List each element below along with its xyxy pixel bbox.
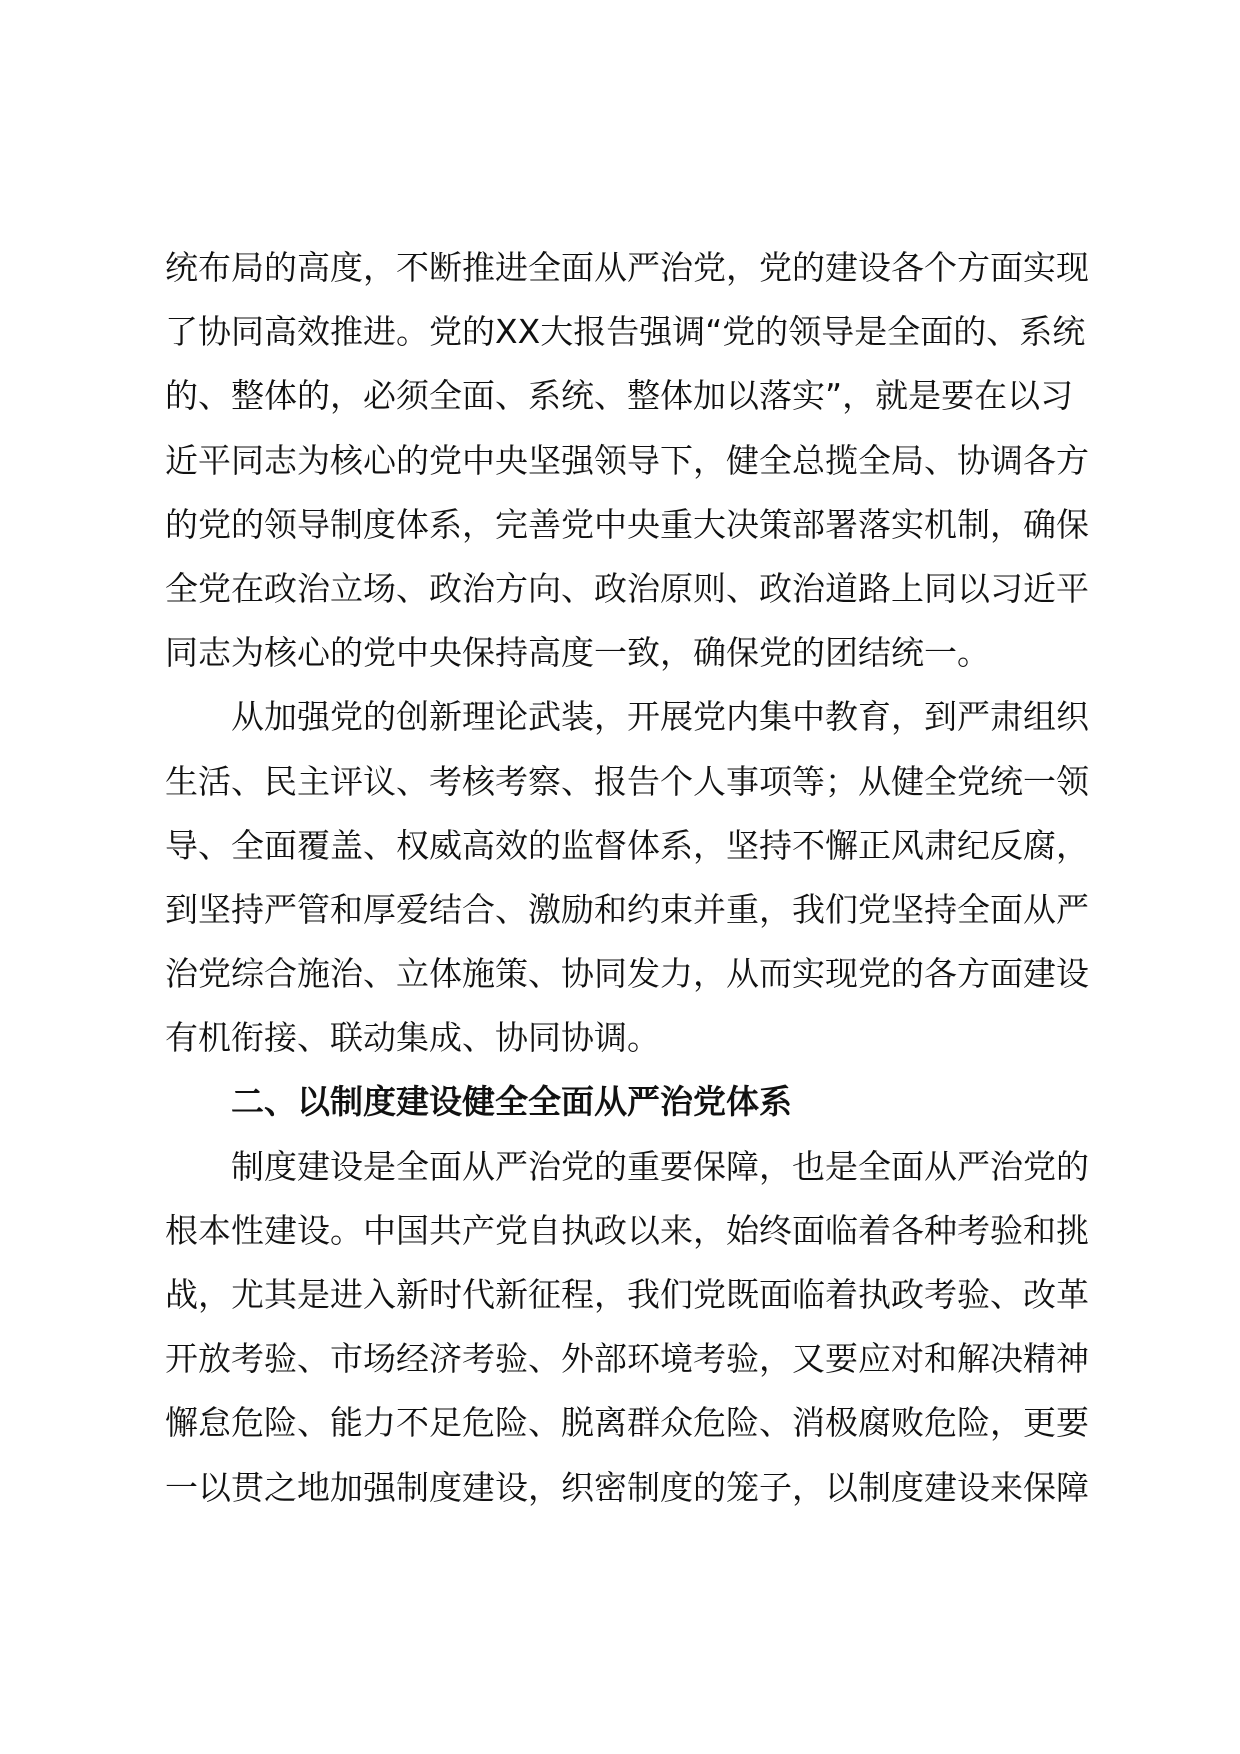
text-line: 一以贯之地加强制度建设，织密制度的笼子，以制度建设来保障 — [165, 1467, 1089, 1507]
text-line: 到坚持严管和厚爱结合、激励和约束并重，我们党坚持全面从严 — [165, 889, 1089, 929]
text-line: 近平同志为核心的党中央坚强领导下，健全总揽全局、协调各方 — [165, 440, 1089, 480]
section-heading: 二、以制度建设健全全面从严治党体系 — [231, 1082, 792, 1122]
text-line: 全党在政治立场、政治方向、政治原则、政治道路上同以习近平 — [165, 568, 1089, 608]
text-line: 了协同高效推进。党的XX大报告强调“党的领导是全面的、系统 — [165, 312, 1086, 352]
text-line: 的党的领导制度体系，完善党中央重大决策部署落实机制，确保 — [165, 504, 1089, 544]
text-line: 开放考验、市场经济考验、外部环境考验，又要应对和解决精神 — [165, 1339, 1089, 1379]
text-line: 生活、民主评议、考核考察、报告个人事项等；从健全党统一领 — [165, 761, 1089, 801]
document-body — [165, 236, 1105, 1520]
text-line: 统布局的高度，不断推进全面从严治党，党的建设各个方面实现 — [165, 248, 1089, 287]
text-line: 懈怠危险、能力不足危险、脱离群众危险、消极腐败危险，更要 — [165, 1403, 1089, 1443]
text-line: 战，尤其是进入新时代新征程，我们党既面临着执政考验、改革 — [165, 1275, 1089, 1314]
text-line: 的、整体的，必须全面、系统、整体加以落实”，就是要在以习 — [165, 376, 1074, 416]
text-line: 有机衔接、联动集成、协同协调。 — [165, 1018, 660, 1058]
text-line: 治党综合施治、立体施策、协同发力，从而实现党的各方面建设 — [165, 954, 1089, 994]
text-line: 根本性建设。中国共产党自执政以来，始终面临着各种考验和挑 — [165, 1210, 1089, 1250]
text-line: 同志为核心的党中央保持高度一致，确保党的团结统一。 — [165, 633, 990, 673]
text-line: 制度建设是全面从严治党的重要保障，也是全面从严治党的 — [231, 1146, 1089, 1186]
text-line: 从加强党的创新理论武装，开展党内集中教育，到严肃组织 — [231, 697, 1089, 737]
text-line: 导、全面覆盖、权威高效的监督体系，坚持不懈正风肃纪反腐， — [165, 825, 1089, 865]
